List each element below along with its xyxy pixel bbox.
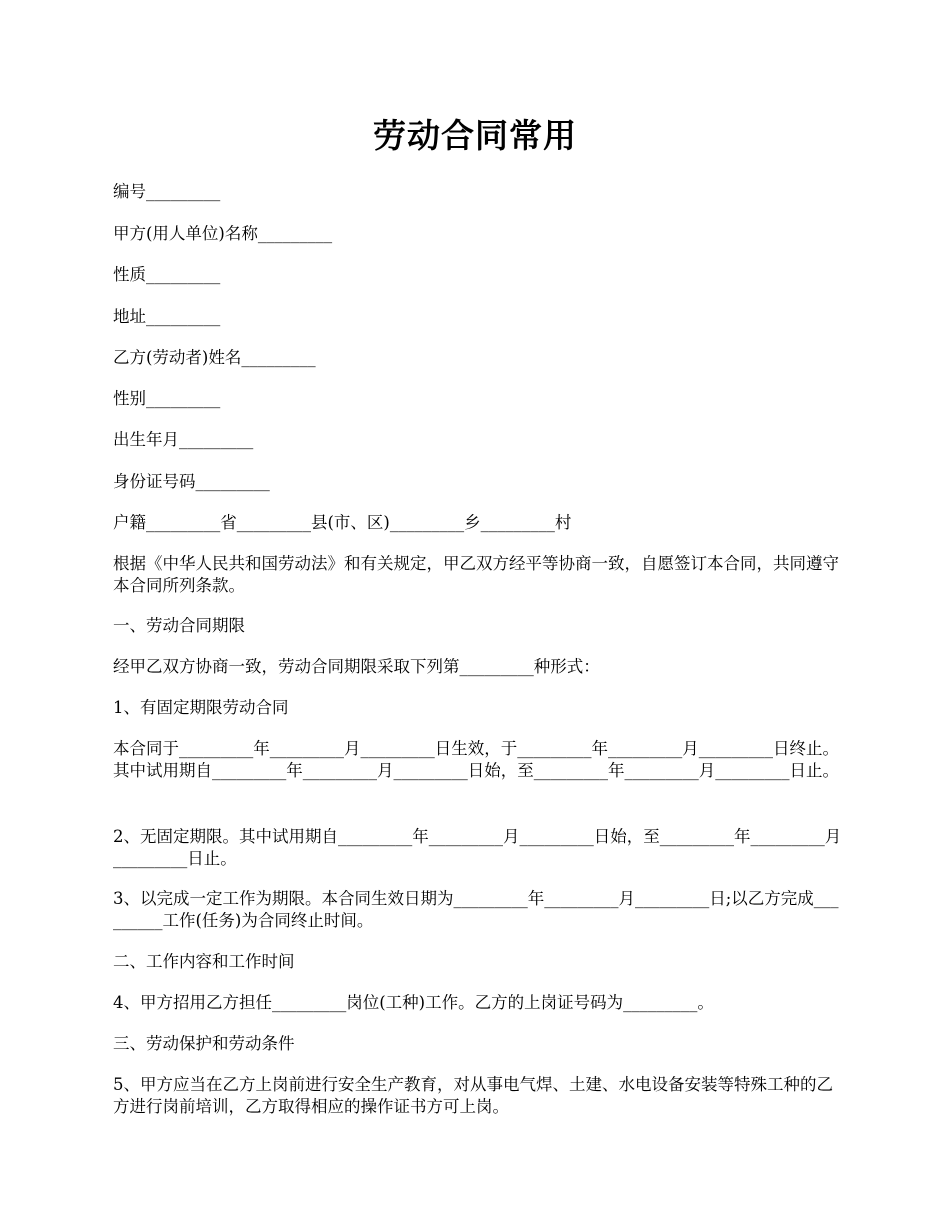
section-heading-labor-protection: 三、劳动保护和劳动条件 [113, 1034, 295, 1053]
field-id-number: 身份证号码_________ [113, 472, 270, 491]
field-employee-name: 乙方(劳动者)姓名_________ [113, 348, 316, 367]
field-gender: 性别_________ [113, 389, 221, 408]
clause-5: 5、甲方应当在乙方上岗前进行安全生产教育，对从事电气焊、土建、水电设备安装等特殊工种的乙方进行岗前培训，乙方取得相应的操作证书方可上岗。 [113, 1075, 833, 1116]
field-household-registration: 户籍_________省_________县(市、区)_________乡_________村 [113, 513, 572, 532]
section-heading-work-content: 二、工作内容和工作时间 [113, 952, 295, 971]
field-birth-date: 出生年月_________ [113, 430, 254, 449]
contract-term-intro: 经甲乙双方协商一致，劳动合同期限采取下列第_________种形式： [113, 657, 600, 676]
field-nature: 性质_________ [113, 265, 221, 284]
clause-1-heading: 1、有固定期限劳动合同 [113, 698, 289, 717]
document-title: 劳动合同常用 [373, 116, 577, 155]
field-employer-name: 甲方(用人单位)名称_________ [113, 224, 333, 243]
clause-2: 2、无固定期限。其中试用期自_________年_________月_________日始，至_________年_________月_________日止。 [113, 827, 842, 868]
clause-1-body: 本合同于_________年_________月_________日生效，于_________年_________月_________日终止。其中试用期自_________年_________月_________日始，至_________年_________月_________日止。 [113, 739, 839, 780]
section-heading-contract-term: 一、劳动合同期限 [113, 616, 245, 635]
clause-3: 3、以完成一定工作为期限。本合同生效日期为_________年_________月_________日;以乙方完成_________工作(任务)为合同终止时间。 [113, 889, 839, 930]
field-serial-number: 编号_________ [113, 182, 221, 201]
preamble-paragraph: 根据《中华人民共和国劳动法》和有关规定，甲乙双方经平等协商一致，自愿签订本合同，共同遵守本合同所列条款。 [113, 554, 839, 595]
field-address: 地址_________ [113, 307, 221, 326]
clause-4: 4、甲方招用乙方担任_________岗位(工种)工作。乙方的上岗证号码为_________。 [113, 993, 714, 1012]
